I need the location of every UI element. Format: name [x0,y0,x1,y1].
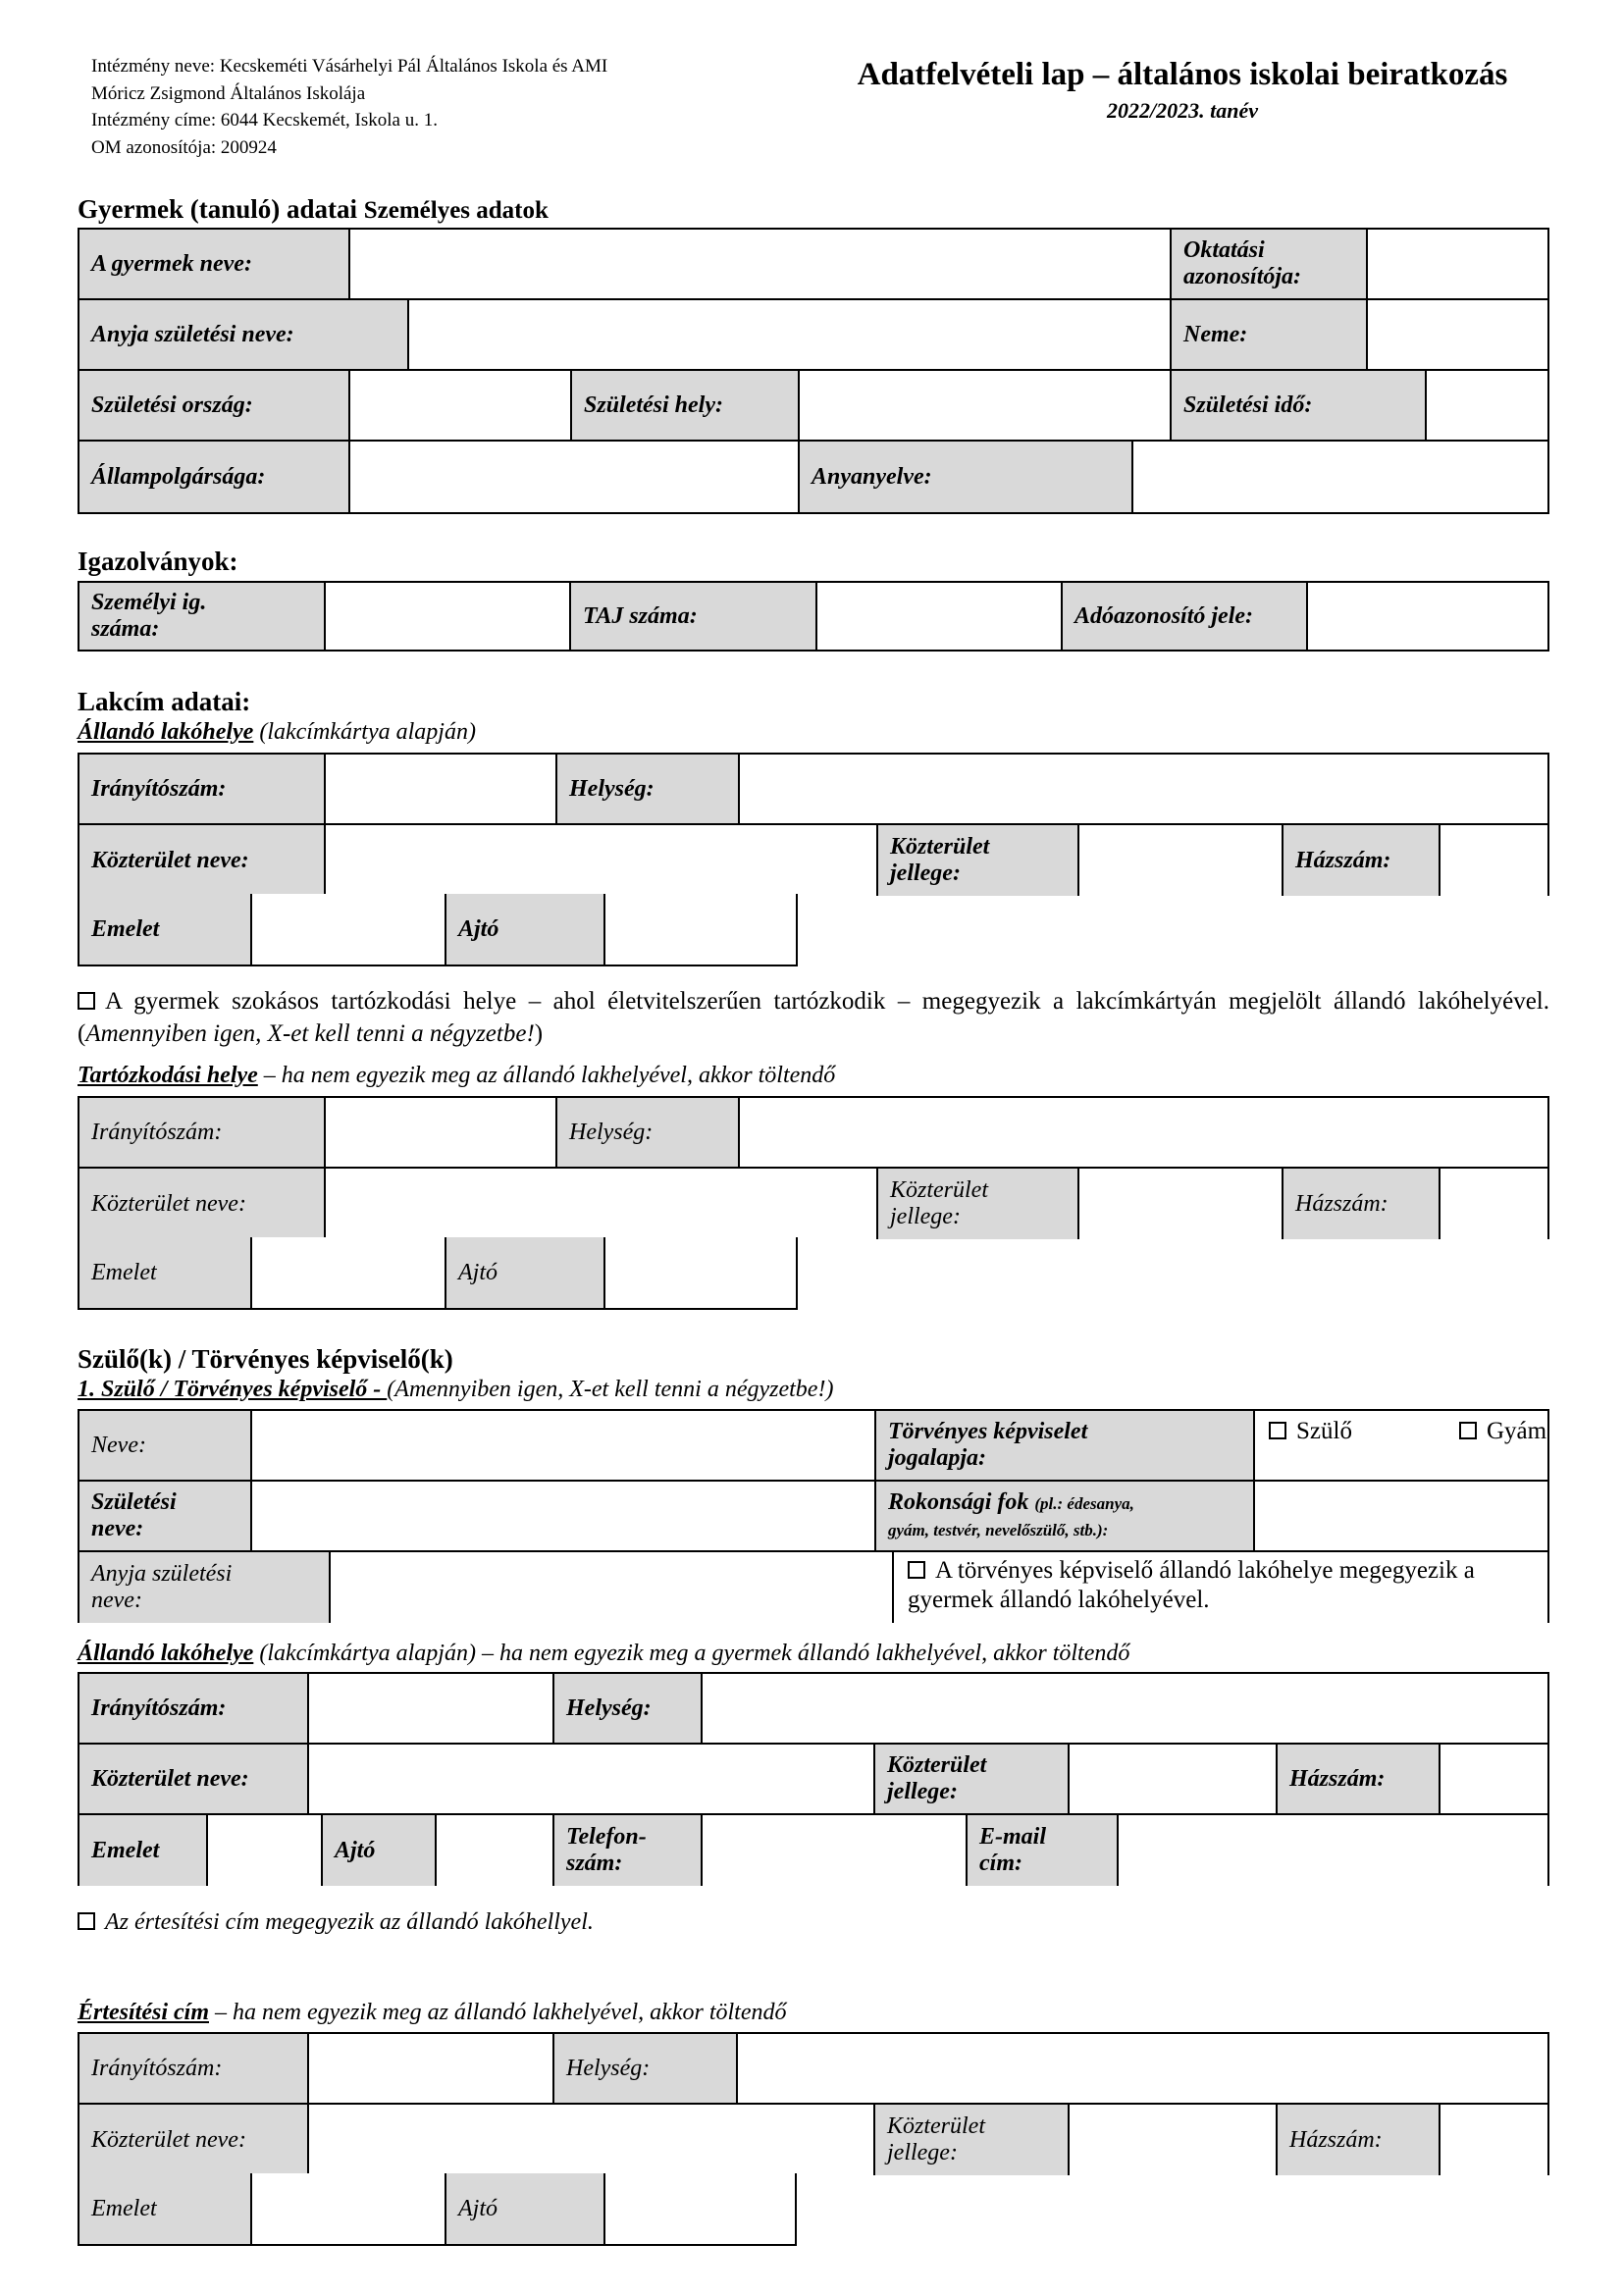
house-number-field[interactable] [1441,825,1547,896]
sex-field[interactable] [1368,300,1547,371]
residence-floor-label: Emelet [79,1237,252,1308]
institution-info [91,53,607,161]
residence-street-type-label: Közterület jellege: [878,1169,1079,1239]
birth-country-label: Születési ország: [79,371,350,442]
street-field[interactable] [326,825,878,896]
parent-door-field[interactable] [437,1815,554,1886]
notify-floor-field[interactable] [252,2173,446,2244]
parent-birth-name-label: Születési neve: [79,1482,252,1552]
option-parent[interactable]: Szülő [1269,1418,1352,1444]
sex-label: Neme: [1172,300,1368,371]
parent1-title: 1. Szülő / Törvényes képviselő - (Amennyiben igen, X-et kell tenni a négyzetbe!) [78,1377,834,1402]
parent-floor-field[interactable] [208,1815,323,1886]
mother-name-field[interactable] [409,300,1172,371]
residence-city-field[interactable] [740,1098,1547,1169]
notify-floor-table [78,2173,797,2246]
relation-field[interactable] [1255,1482,1547,1552]
parent-birth-name-field[interactable] [252,1482,876,1552]
institution-address: Intézmény címe: 6044 Kecskemét, Iskola u. 1. [91,110,438,130]
permanent-address-table [78,753,1549,896]
parent-street-type-label: Közterület jellege: [875,1745,1070,1815]
residence-floor-field[interactable] [252,1237,446,1308]
notify-city-field[interactable] [738,2034,1547,2105]
mother-name-label: Anyja születési neve: [79,300,409,371]
parent1-table [78,1409,1549,1623]
residence-street-type-field[interactable] [1079,1169,1283,1239]
parent-house-field[interactable] [1441,1745,1547,1815]
birth-date-field[interactable] [1427,371,1547,442]
ids-table [78,581,1549,652]
parent-mother-name-field[interactable] [331,1552,894,1623]
same-address-checkbox[interactable] [908,1561,925,1579]
guardian-checkbox[interactable] [1459,1422,1477,1439]
email-label: E-mail cím: [968,1815,1119,1886]
parent-street-type-field[interactable] [1070,1745,1278,1815]
id-card-field[interactable] [326,583,571,650]
parent-house-label: Házszám: [1278,1745,1441,1815]
birth-country-field[interactable] [350,371,572,442]
notify-address-title: Értesítési cím – ha nem egyezik meg az állandó lakhelyével, akkor töltendő [78,2000,787,2025]
habitual-residence-checkbox[interactable] [78,992,95,1010]
notify-same-statement: Az értesítési cím megegyezik az állandó lakóhellyel. [78,1909,594,1936]
street-label: Közterület neve: [79,825,326,896]
email-field[interactable] [1119,1815,1547,1886]
parent-floor-label: Emelet [79,1815,208,1886]
institution-name: Intézmény neve: Kecskeméti Vásárhelyi Pál Általános Iskola és AMI [91,56,608,77]
relation-label: Rokonsági fok (pl.: édesanya, gyám, testvér, nevelőszülő, stb.): [876,1482,1255,1552]
door-field[interactable] [605,894,796,965]
birth-place-label: Születési hely: [572,371,800,442]
institution-unit: Móricz Zsigmond Általános Iskolája [91,82,366,104]
habitual-residence-statement: A gyermek szokásos tartózkodási helye – ahol életvitelszerűen tartózkodik – megegyezik a lakcímkártyán megjelölt állandó lakóhelyével. (Amennyiben igen, X-et kell tenni a négyzetbe!) [78,988,1549,1047]
mother-tongue-label: Anyanyelve: [800,442,1133,512]
phone-field[interactable] [703,1815,968,1886]
parent-city-label: Helység: [554,1674,703,1745]
notify-address-table [78,2032,1549,2175]
parents-section-title: Szülő(k) / Törvényes képviselő(k) [78,1344,453,1374]
taj-field[interactable] [817,583,1063,650]
notify-zip-field[interactable] [309,2034,554,2105]
notify-street-type-label: Közterület jellege: [875,2105,1070,2175]
notify-door-field[interactable] [605,2173,795,2244]
legal-basis-label: Törvényes képviselet jogalapja: [876,1411,1255,1482]
residence-title: Tartózkodási helye – ha nem egyezik meg az állandó lakhelyével, akkor töltendő [78,1063,836,1088]
ids-section-title: Igazolványok: [78,547,238,576]
parent-door-label: Ajtó [323,1815,437,1886]
notify-floor-label: Emelet [79,2173,252,2244]
child-personal-table [78,228,1549,514]
notify-city-label: Helység: [554,2034,738,2105]
floor-field[interactable] [252,894,446,965]
door-label: Ajtó [446,894,605,965]
parent-mother-name-label: Anyja születési neve: [79,1552,331,1623]
parent-permanent-table [78,1672,1549,1886]
legal-basis-options [1255,1411,1547,1482]
house-number-label: Házszám: [1283,825,1441,896]
birth-place-field[interactable] [800,371,1172,442]
parent-street-label: Közterület neve: [79,1745,309,1815]
notify-zip-label: Irányítószám: [79,2034,309,2105]
notify-house-field[interactable] [1441,2105,1547,2175]
street-type-field[interactable] [1079,825,1283,896]
birth-date-label: Születési idő: [1172,371,1427,442]
permanent-address-title: Állandó lakóhelye (lakcímkártya alapján) [78,719,476,745]
tax-id-label: Adóazonosító jele: [1063,583,1308,650]
mother-tongue-field[interactable] [1133,442,1547,512]
city-field[interactable] [740,755,1547,825]
document-title: Adatfelvételi lap – általános iskolai beiratkozás [857,57,1508,92]
institution-om-id: OM azonosítója: 200924 [91,136,277,158]
option-guardian[interactable]: Gyám [1459,1417,1546,1446]
edu-id-field[interactable] [1368,230,1547,300]
address-section-title: Lakcím adatai: [78,687,251,716]
notify-door-label: Ajtó [446,2173,605,2244]
child-name-label: A gyermek neve: [79,230,350,300]
id-card-label: Személyi ig. száma: [79,583,326,650]
zip-label: Irányítószám: [79,755,326,825]
phone-label: Telefon- szám: [554,1815,703,1886]
parent-zip-field[interactable] [309,1674,554,1745]
notify-street-field[interactable] [309,2105,875,2175]
parent-city-field[interactable] [703,1674,1547,1745]
floor-label: Emelet [79,894,252,965]
residence-door-field[interactable] [605,1237,796,1308]
notify-same-checkbox[interactable] [78,1912,95,1930]
tax-id-field[interactable] [1308,583,1547,650]
residence-zip-label: Irányítószám: [79,1098,326,1169]
citizenship-field[interactable] [350,442,800,512]
residence-address-table [78,1096,1549,1239]
citizenship-label: Állampolgársága: [79,442,350,512]
notify-street-label: Közterület neve: [79,2105,309,2175]
residence-floor-table [78,1237,798,1310]
zip-field[interactable] [326,755,557,825]
parent-permanent-title: Állandó lakóhelye (lakcímkártya alapján) – ha nem egyezik meg a gyermek állandó lakhelyével, akkor töltendő [78,1641,1130,1666]
parent-name-field[interactable] [252,1411,876,1482]
edu-id-label: Oktatási azonosítója: [1172,230,1368,300]
child-name-field[interactable] [350,230,1172,300]
street-type-label: Közterület jellege: [878,825,1079,896]
city-label: Helység: [557,755,740,825]
residence-house-label: Házszám: [1283,1169,1441,1239]
school-year: 2022/2023. tanév [1107,98,1258,123]
parent-zip-label: Irányítószám: [79,1674,309,1745]
residence-street-label: Közterület neve: [79,1169,326,1239]
residence-door-label: Ajtó [446,1237,605,1308]
residence-house-field[interactable] [1441,1169,1547,1239]
parent-name-label: Neve: [79,1411,252,1482]
residence-zip-field[interactable] [326,1098,557,1169]
notify-house-label: Házszám: [1278,2105,1441,2175]
permanent-floor-table [78,894,798,966]
residence-street-field[interactable] [326,1169,878,1239]
child-section-title: Gyermek (tanuló) adatai Személyes adatok [78,194,549,224]
parent-street-field[interactable] [309,1745,875,1815]
residence-city-label: Helység: [557,1098,740,1169]
parent-checkbox[interactable] [1269,1422,1286,1439]
taj-label: TAJ száma: [571,583,817,650]
same-address-statement: A törvényes képviselő állandó lakóhelye megegyezik a gyermek állandó lakóhelyével. [894,1552,1547,1623]
notify-street-type-field[interactable] [1070,2105,1278,2175]
